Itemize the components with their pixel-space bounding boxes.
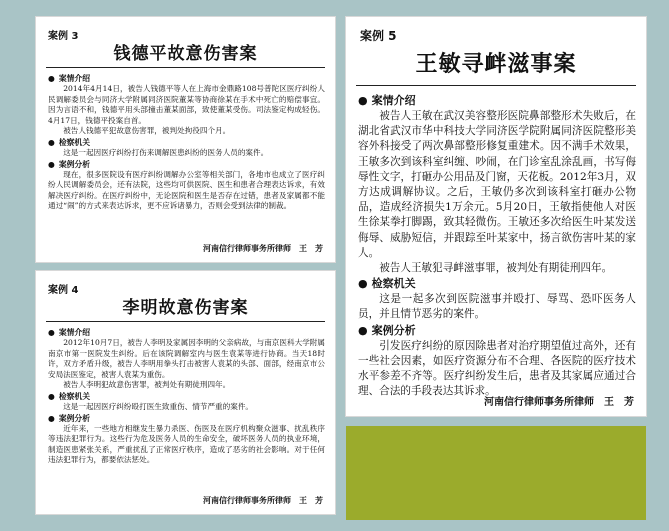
case-body [48,73,325,212]
verdict-text: 被告人王敏犯寻衅滋事罪，被判处有期徒刑四年。 [379,262,613,275]
case-body [48,327,325,466]
section-heading-agency: ● 检察机关 [358,276,636,292]
case-label: 案例 5 [360,29,397,43]
agency-text: 这是一起因医疗纠纷打伤来调解医患纠纷的医务人员的案件。 [63,147,269,157]
analysis-text: 引发医疗纠纷的原因除患者对治疗期望值过高外，还有一些社会因素，如医疗资源分布不合理、各医院的医疗技术水平参差不齐等。医疗纠纷发生后，患者及其家属应通过合理、合法的手段表达其诉求。 [358,339,636,398]
agency-text: 这是一起多次到医院滋事并殴打、辱骂、恐吓医务人员，并且情节恶劣的案件。 [358,293,636,321]
lawyer-signature: 河南信行律师事务所律师 王 芳 [484,397,634,408]
intro-text: 被告人王敏在武汉美容整形医院鼻部整形术失败后，在湖北省武汉市华中科技大学同济医学院附属同济医院整形美容外科接受了两次鼻部整形修复重建术。因不满手术效果，王敏多次到该科室纠缠、吵闹，在门诊室乱涂乱画，书写侮辱性文字，打砸办公用品及门窗，天花板。2012年3月，双方达成调解协议。之后，王敏仍多次到该科室打砸办公物品，造成经济损失1万余元。5月20日，王敏指使他人对医生徐某拳打脚踢，致其轻微伤。王敏还多次给医生叶某发送侮辱、威胁短信，并跟踪至叶某家中，扬言欲伤害叶某的家人。 [358,110,636,259]
section-heading-intro: ● 案情介绍 [48,73,325,84]
analysis-text: 现在，很多医院设有医疗纠纷调解办公室等相关部门，各地市也成立了医疗纠纷人民调解委员会，还有法院，这些均可供医院、医生和患者合理表达诉求，有效解决医疗纠纷。在医疗纠纷中，无论医院和医生是否存在过错，患者及家属都不能通过“闹”的方式来表达诉求，更不应诉诸暴力，否则会受到法律的制裁。 [48,169,325,211]
section-heading-intro: ● 案情介绍 [48,327,325,338]
section-heading-analysis: ● 案例分析 [48,159,325,170]
verdict-text: 被告人钱德平犯故意伤害罪，被判处拘役四个月。 [63,126,231,136]
case-label: 案例 4 [48,285,79,296]
section-heading-analysis: ● 案例分析 [358,323,636,339]
case-title: 李明故意伤害案 [122,298,249,318]
case-body [358,93,636,399]
section-heading-analysis: ● 案例分析 [48,413,325,424]
analysis-text: 近年来，一些地方相继发生暴力杀医、伤医及在医疗机构聚众滋事、扰乱秩序等违法犯罪行为。这些行为危及医务人员的生命安全，破坏医务人员的执业环境，制造医患紧张关系，严重扰乱了正常医疗秩序，造成了恶劣的社会影响。对于任何违法犯罪行为，都要依法惩处。 [48,423,325,465]
case-title: 钱德平故意伤害案 [113,44,258,64]
section-heading-agency: ● 检察机关 [48,137,325,148]
intro-text: 2014年4月14日，被告人钱德平等人在上海市金鼎路108号普陀区医疗纠纷人民调解委员会与同济大学附属同济医院董某等协商徐某在手术中死亡的赔偿事宜。因为言语不和，钱德平用头部撞击董某面部，致使董某受伤。司法鉴定构成轻伤。4月17日，钱德平投案自首。 [48,84,325,125]
lawyer-signature: 河南信行律师事务所律师 王 芳 [203,496,323,505]
intro-text: 2012年10月7日，被告人李明及家属因李明的父亲病故，与南京医科大学附属南京市第一医院发生纠纷。后在该院调解室内与医生袁某等进行协商。当天18时许，双方矛盾升级，被告人李明用拳头打击被害人袁某的头部、面部，经南京市公安局法医鉴定，被害人袁某为重伤。 [48,338,325,379]
title-divider [46,321,325,322]
case-title: 王敏寻衅滋事案 [415,52,577,77]
accent-color-block [346,426,646,520]
section-heading-agency: ● 检察机关 [48,391,325,402]
title-divider [356,85,636,86]
case-card-3 [36,17,335,262]
title-divider [46,67,325,68]
lawyer-signature: 河南信行律师事务所律师 王 芳 [203,244,323,253]
agency-text: 这是一起因医疗纠纷殴打医生致重伤、情节严重的案件。 [63,401,254,411]
case-card-4 [36,271,335,514]
section-heading-intro: ● 案情介绍 [358,93,636,109]
case-label: 案例 3 [48,31,79,42]
case-card-5 [346,17,646,416]
verdict-text: 被告人李明犯故意伤害罪，被判处有期徒刑四年。 [63,380,231,390]
